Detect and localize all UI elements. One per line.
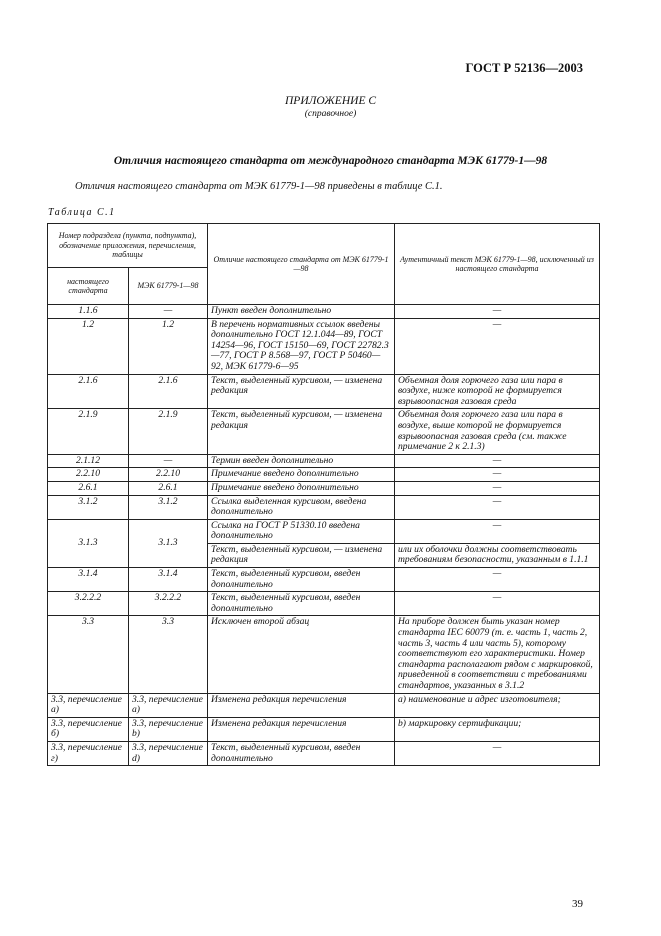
- cell-difference: Изменена редакция перечисления: [208, 717, 395, 741]
- intro-paragraph: Отличия настоящего стандарта от МЭК 61779-1—98 приведены в таблице С.1.: [75, 181, 443, 192]
- table-row: [48, 693, 600, 717]
- cell-this-standard: 2.2.10: [48, 468, 129, 482]
- table-row: [48, 454, 600, 468]
- cell-authentic-text: Объемная доля горючего газа или пара в воздухе, выше которой не формируется взрывоопасная газовая среда (см. также примечание 2 к 2.1.3): [395, 409, 600, 454]
- cell-iec-standard: 2.1.6: [129, 374, 208, 409]
- cell-iec-standard: —: [129, 305, 208, 319]
- cell-authentic-text: —: [395, 468, 600, 482]
- cell-this-standard: 1.2: [48, 318, 129, 374]
- table-row: [48, 519, 600, 543]
- cell-difference: Текст, выделенный курсивом, введен дополнительно: [208, 592, 395, 616]
- cell-this-standard: 3.2.2.2: [48, 592, 129, 616]
- cell-authentic-text: —: [395, 568, 600, 592]
- cell-iec-standard: 3.3, перечисление d): [129, 741, 208, 765]
- cell-iec-standard: 3.3, перечисление b): [129, 717, 208, 741]
- cell-authentic-text: —: [395, 454, 600, 468]
- table-row: [48, 717, 600, 741]
- table-row: [48, 409, 600, 454]
- cell-this-standard: 2.1.6: [48, 374, 129, 409]
- document-code: ГОСТ Р 52136—2003: [465, 61, 583, 75]
- cell-iec-standard: 3.3: [129, 616, 208, 693]
- table-row: [48, 592, 600, 616]
- cell-authentic-text: —: [395, 519, 600, 543]
- cell-difference: Ссылка на ГОСТ Р 51330.10 введена дополнительно: [208, 519, 395, 543]
- cell-iec-standard: 3.1.4: [129, 568, 208, 592]
- cell-difference: В перечень нормативных ссылок введены дополнительно ГОСТ 12.1.044—89, ГОСТ 14254—96, ГОСТ 15150—69, ГОСТ 22782.3—77, ГОСТ Р 8.568—97, ГОСТ Р 50460—92, МЭК 61779-6—95: [208, 318, 395, 374]
- cell-this-standard: 3.1.3: [48, 519, 129, 567]
- table-row: [48, 568, 600, 592]
- cell-difference: Текст, выделенный курсивом, введен дополнительно: [208, 741, 395, 765]
- cell-iec-standard: 2.6.1: [129, 481, 208, 495]
- table-row: [48, 468, 600, 482]
- table-row: [48, 374, 600, 409]
- cell-this-standard: 3.3, перечисление б): [48, 717, 129, 741]
- differences-table: [47, 223, 600, 766]
- cell-difference: Исключен второй абзац: [208, 616, 395, 693]
- table-row: [48, 741, 600, 765]
- cell-difference: Текст, выделенный курсивом, — изменена редакция: [208, 409, 395, 454]
- cell-iec-standard: 3.3, перечисление а): [129, 693, 208, 717]
- cell-authentic-text: а) наименование и адрес изготовителя;: [395, 693, 600, 717]
- page-number: 39: [572, 898, 583, 910]
- header-difference: Отличие настоящего стандарта от МЭК 61779-1—98: [208, 224, 395, 305]
- cell-authentic-text: На приборе должен быть указан номер стандарта IEC 60079 (т. е. часть 1, часть 2, часть 3, часть 4 или часть 5), которому соответствуют его характеристики. Номер стандарта располагают рядом с маркировкой, приведенной в соответствии с требованиями стандартов, указанных в 3.1.2: [395, 616, 600, 693]
- cell-this-standard: 3.1.2: [48, 495, 129, 519]
- cell-iec-standard: 2.2.10: [129, 468, 208, 482]
- cell-difference: Текст, выделенный курсивом, — изменена редакция: [208, 543, 395, 567]
- cell-iec-standard: 2.1.9: [129, 409, 208, 454]
- appendix-heading: [0, 95, 661, 121]
- cell-authentic-text: —: [395, 305, 600, 319]
- appendix-title: ПРИЛОЖЕНИЕ С: [284, 95, 377, 107]
- cell-difference: Примечание введено дополнительно: [208, 481, 395, 495]
- table-label: Таблица С.1: [48, 207, 116, 218]
- cell-this-standard: 2.6.1: [48, 481, 129, 495]
- header-authentic-text: Аутентичный текст МЭК 61779-1—98, исключенный из настоящего стандарта: [395, 224, 600, 305]
- cell-this-standard: 3.3, перечисление а): [48, 693, 129, 717]
- cell-this-standard: 2.1.9: [48, 409, 129, 454]
- cell-difference: Текст, выделенный курсивом, — изменена редакция: [208, 374, 395, 409]
- cell-iec-standard: 3.2.2.2: [129, 592, 208, 616]
- cell-difference: Изменена редакция перечисления: [208, 693, 395, 717]
- cell-authentic-text: —: [395, 741, 600, 765]
- cell-difference: Пункт введен дополнительно: [208, 305, 395, 319]
- cell-this-standard: 3.3: [48, 616, 129, 693]
- table-row: [48, 495, 600, 519]
- table-row: [48, 305, 600, 319]
- cell-this-standard: 2.1.12: [48, 454, 129, 468]
- cell-this-standard: 1.1.6: [48, 305, 129, 319]
- cell-authentic-text: —: [395, 481, 600, 495]
- cell-authentic-text: b) маркировку сертификации;: [395, 717, 600, 741]
- appendix-subtitle: (справочное): [304, 109, 357, 119]
- cell-difference: Ссылка выделенная курсивом, введена дополнительно: [208, 495, 395, 519]
- cell-difference: Текст, выделенный курсивом, введен дополнительно: [208, 568, 395, 592]
- header-this-standard: настоящего стандарта: [48, 268, 129, 305]
- cell-authentic-text: —: [395, 495, 600, 519]
- cell-authentic-text: —: [395, 318, 600, 374]
- table-row: [48, 481, 600, 495]
- section-title: Отличия настоящего стандарта от международного стандарта МЭК 61779-1—98: [113, 155, 548, 167]
- header-section-number: Номер подраздела (пункта, подпункта), обозначение приложения, перечисления, таблицы: [48, 224, 208, 268]
- cell-iec-standard: 1.2: [129, 318, 208, 374]
- cell-difference: Примечание введено дополнительно: [208, 468, 395, 482]
- cell-this-standard: 3.1.4: [48, 568, 129, 592]
- cell-iec-standard: 3.1.2: [129, 495, 208, 519]
- header-iec-standard: МЭК 61779-1—98: [129, 268, 208, 305]
- cell-difference: Термин введен дополнительно: [208, 454, 395, 468]
- cell-iec-standard: —: [129, 454, 208, 468]
- table-row: [48, 616, 600, 693]
- cell-authentic-text: Объемная доля горючего газа или пара в воздухе, ниже которой не формируется взрывоопасная газовая среда: [395, 374, 600, 409]
- table-row: [48, 318, 600, 374]
- cell-authentic-text: или их оболочки должны соответствовать требованиям безопасности, указанным в 1.1.1: [395, 543, 600, 567]
- cell-authentic-text: —: [395, 592, 600, 616]
- cell-this-standard: 3.3, перечисление г): [48, 741, 129, 765]
- cell-iec-standard: 3.1.3: [129, 519, 208, 567]
